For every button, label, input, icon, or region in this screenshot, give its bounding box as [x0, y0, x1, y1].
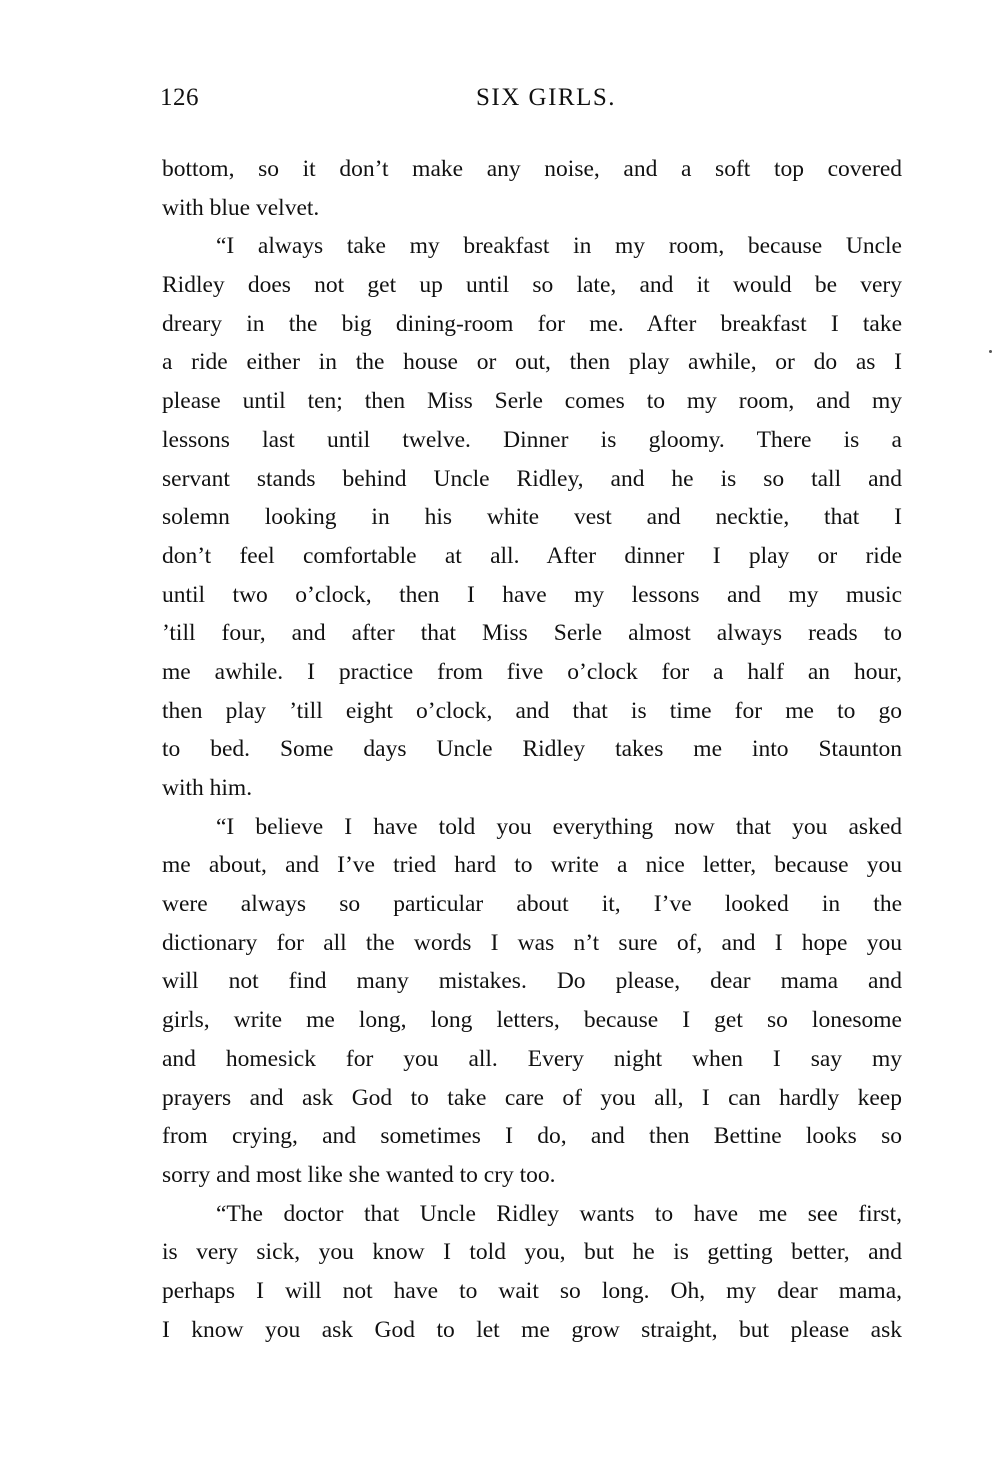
text-line: then play ’till eight o’clock, and that is time for me to go [162, 697, 902, 724]
text-line: me awhile. I practice from five o’clock for a half an hour, [162, 658, 902, 685]
body-text [162, 150, 902, 1349]
text-line: solemn looking in his white vest and necktie, that I [162, 504, 902, 531]
running-title: SIX GIRLS. [475, 84, 616, 111]
text-line: ’till four, and after that Miss Serle almost always reads to [162, 620, 902, 647]
text-line: don’t feel comfortable at all. After dinner I play or ride [162, 542, 902, 569]
text-line: me about, and I’ve tried hard to write a nice letter, because you [162, 852, 902, 879]
text-line: prayers and ask God to take care of you all, I can hardly keep [162, 1084, 902, 1111]
text-line: until two o’clock, then I have my lessons and my music [162, 581, 902, 608]
page-number: 126 [160, 84, 199, 111]
text-line: Ridley does not get up until so late, and it would be very [162, 272, 902, 299]
text-line: were always so particular about it, I’ve looked in the [162, 891, 902, 918]
text-line: dictionary for all the words I was n’t sure of, and I hope you [162, 929, 902, 956]
paragraph-start-line: “I always take my breakfast in my room, because Uncle [216, 233, 902, 260]
text-line: lessons last until twelve. Dinner is gloomy. There is a [162, 426, 902, 453]
text-line: please until ten; then Miss Serle comes to my room, and my [162, 388, 902, 415]
paragraph-start-line: “The doctor that Uncle Ridley wants to have me see first, [216, 1200, 902, 1227]
text-line: to bed. Some days Uncle Ridley takes me into Staunton [162, 736, 902, 763]
text-line: girls, write me long, long letters, because I get so lonesome [162, 1007, 902, 1034]
text-line: will not find many mistakes. Do please, dear mama and [162, 968, 902, 995]
text-line: from crying, and sometimes I do, and then Bettine looks so [162, 1123, 902, 1150]
text-line: dreary in the big dining-room for me. After breakfast I take [162, 310, 902, 337]
text-line: is very sick, you know I told you, but he is getting better, and [162, 1239, 902, 1266]
text-line: a ride either in the house or out, then play awhile, or do as I [162, 349, 902, 376]
text-line: with blue velvet. [162, 194, 320, 221]
text-line: perhaps I will not have to wait so long. Oh, my dear mama, [162, 1277, 902, 1304]
text-line: and homesick for you all. Every night when I say my [162, 1045, 902, 1072]
text-line: with him. [162, 775, 253, 801]
text-line: sorry and most like she wanted to cry too. [162, 1161, 556, 1188]
text-line: I know you ask God to let me grow straight, but please ask [162, 1316, 902, 1343]
paper-speck [989, 350, 992, 353]
paragraph-start-line: “I believe I have told you everything now that you asked [216, 813, 902, 840]
text-line: bottom, so it don’t make any noise, and a soft top covered [162, 156, 902, 182]
text-line: servant stands behind Uncle Ridley, and he is so tall and [162, 465, 902, 492]
page-header [160, 84, 902, 120]
